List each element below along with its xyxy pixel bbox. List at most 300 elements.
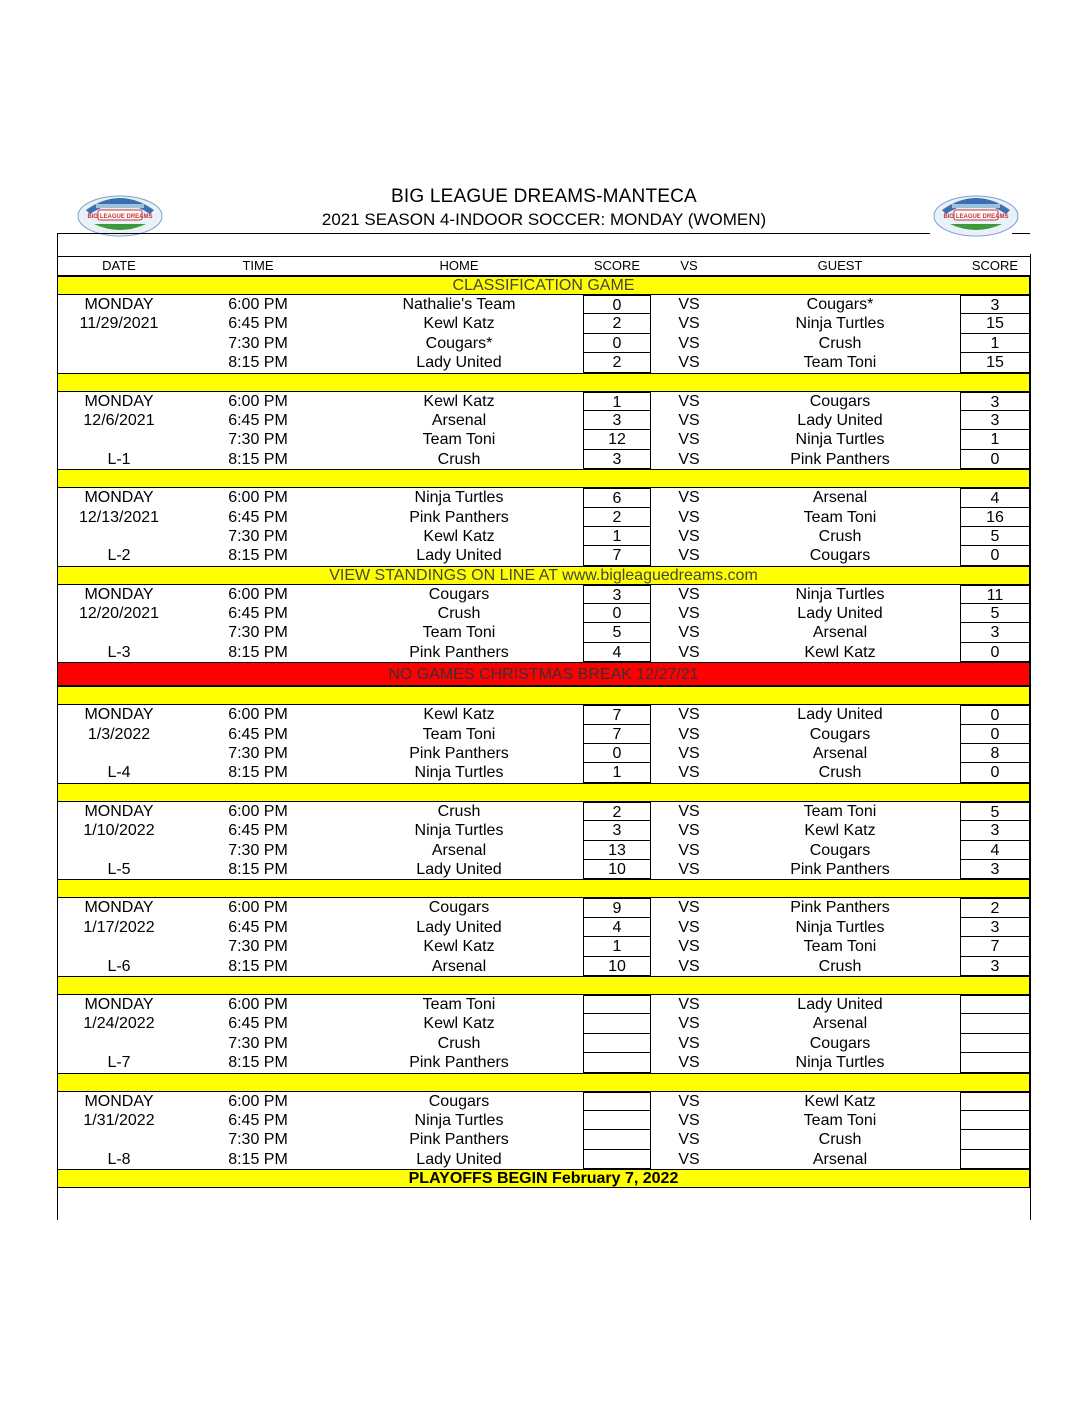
guest-team-cell: Crush [818, 527, 862, 545]
guest-team-cell: Ninja Turtles [795, 1054, 885, 1072]
guest-team-cell: Crush [818, 1131, 862, 1149]
date-cell: 1/10/2022 [83, 822, 155, 840]
guest-team-cell: Lady United [797, 411, 883, 429]
home-team-cell: Ninja Turtles [414, 489, 504, 507]
time-cell: 6:00 PM [228, 296, 288, 313]
home-team-cell: Kewl Katz [423, 1015, 495, 1033]
vs-cell: VS [678, 605, 700, 623]
sheet-right-border [1030, 254, 1031, 1220]
time-cell: 8:15 PM [228, 860, 288, 878]
date-cell: MONDAY [84, 585, 154, 603]
guest-score-cell: 3 [960, 411, 1030, 430]
playoffs-band: PLAYOFFS BEGIN February 7, 2022 [57, 1169, 1030, 1188]
time-cell: 7:30 PM [228, 527, 288, 545]
guest-score-cell: 0 [960, 546, 1030, 565]
vs-cell: VS [678, 296, 700, 313]
date-cell: MONDAY [84, 995, 154, 1013]
guest-team-cell: Cougars [809, 725, 871, 743]
time-cell: 7:30 PM [228, 1131, 288, 1149]
table-row [57, 995, 1030, 1014]
vs-cell: VS [678, 899, 700, 917]
table-row [57, 1014, 1030, 1033]
table-row [57, 411, 1030, 430]
date-cell: 1/17/2022 [83, 918, 155, 936]
table-row [57, 918, 1030, 937]
table-row [57, 705, 1030, 724]
table-row [57, 623, 1030, 642]
home-score-cell: 1 [583, 937, 651, 956]
home-score-cell [583, 1034, 651, 1053]
time-cell: 8:15 PM [228, 450, 288, 468]
time-cell: 6:45 PM [228, 918, 288, 936]
vs-cell: VS [678, 841, 700, 859]
home-team-cell: Lady United [416, 547, 502, 565]
table-header [57, 256, 1030, 276]
guest-team-cell: Cougars [809, 1034, 871, 1052]
date-cell: MONDAY [84, 489, 154, 507]
separator-band [57, 783, 1030, 802]
guest-score-cell: 4 [960, 488, 1030, 507]
table-row [57, 802, 1030, 821]
home-score-cell: 3 [583, 411, 651, 430]
guest-score-cell: 5 [960, 604, 1030, 623]
home-score-cell: 3 [583, 450, 651, 469]
home-score-cell: 0 [583, 334, 651, 353]
date-cell: L-1 [107, 450, 131, 468]
home-score-cell: 1 [583, 763, 651, 782]
table-row [57, 527, 1030, 546]
time-cell: 8:15 PM [228, 957, 288, 975]
standings-band: VIEW STANDINGS ON LINE AT www.bigleaguedreams.com [57, 566, 1030, 585]
home-score-cell: 4 [583, 643, 651, 662]
vs-cell: VS [678, 1150, 700, 1168]
guest-score-cell: 8 [960, 744, 1030, 763]
home-score-cell [583, 1014, 651, 1033]
vs-cell: VS [678, 431, 700, 449]
guest-team-cell: Lady United [797, 605, 883, 623]
guest-score-cell: 3 [960, 918, 1030, 937]
guest-team-cell: Arsenal [812, 1150, 868, 1168]
vs-cell: VS [678, 860, 700, 878]
guest-team-cell: Cougars* [806, 296, 874, 313]
guest-score-cell: 0 [960, 450, 1030, 469]
home-score-cell [583, 1053, 651, 1072]
time-cell: 8:15 PM [228, 1150, 288, 1168]
table-row [57, 1092, 1030, 1111]
separator-band [57, 976, 1030, 995]
home-score-cell [583, 1111, 651, 1130]
time-cell: 6:00 PM [228, 585, 288, 603]
home-score-cell: 7 [583, 725, 651, 744]
date-cell: MONDAY [84, 899, 154, 917]
guest-team-cell: Kewl Katz [804, 822, 876, 840]
guest-team-cell: Crush [818, 957, 862, 975]
vs-cell: VS [678, 450, 700, 468]
vs-cell: VS [678, 706, 700, 724]
week-block [57, 898, 1030, 976]
guest-score-cell: 5 [960, 527, 1030, 546]
date-cell: 1/3/2022 [87, 725, 151, 743]
table-row [57, 508, 1030, 527]
table-row [57, 353, 1030, 372]
svg-text:BIG LEAGUE DREAMS: BIG LEAGUE DREAMS [943, 214, 1009, 220]
separator-band [57, 686, 1030, 705]
vs-cell: VS [678, 1054, 700, 1072]
guest-team-cell: Team Toni [803, 1111, 877, 1129]
guest-score-cell: 0 [960, 725, 1030, 744]
separator-band [57, 469, 1030, 488]
table-row [57, 392, 1030, 411]
home-score-cell: 7 [583, 546, 651, 565]
vs-cell: VS [678, 1131, 700, 1149]
home-team-cell: Cougars* [425, 334, 493, 352]
col-home-score: SCORE [593, 258, 641, 273]
col-guest: GUEST [817, 258, 863, 273]
guest-score-cell [960, 1150, 1030, 1169]
vs-cell: VS [678, 334, 700, 352]
home-team-cell: Lady United [416, 1150, 502, 1168]
guest-score-cell: 2 [960, 898, 1030, 917]
guest-team-cell: Team Toni [803, 508, 877, 526]
guest-team-cell: Team Toni [803, 938, 877, 956]
time-cell: 6:00 PM [228, 995, 288, 1013]
home-team-cell: Kewl Katz [423, 392, 495, 410]
home-score-cell: 2 [583, 802, 651, 821]
time-cell: 6:00 PM [228, 802, 288, 820]
schedule-table [57, 256, 1030, 1188]
vs-cell: VS [678, 411, 700, 429]
time-cell: 6:45 PM [228, 605, 288, 623]
week-block [57, 392, 1030, 470]
home-team-cell: Pink Panthers [409, 508, 509, 526]
home-score-cell [583, 1130, 651, 1149]
home-team-cell: Pink Panthers [409, 1131, 509, 1149]
table-row [57, 1111, 1030, 1130]
home-team-cell: Cougars [428, 1092, 490, 1110]
guest-team-cell: Team Toni [803, 802, 877, 820]
home-team-cell: Cougars [428, 585, 490, 603]
guest-score-cell [960, 1130, 1030, 1149]
time-cell: 8:15 PM [228, 643, 288, 661]
vs-cell: VS [678, 547, 700, 565]
table-row [57, 643, 1030, 662]
page-subtitle: 2021 SEASON 4-INDOOR SOCCER: MONDAY (WOMEN) [321, 210, 767, 229]
date-cell: L-4 [107, 764, 131, 782]
vs-cell: VS [678, 1034, 700, 1052]
guest-score-cell: 5 [960, 802, 1030, 821]
vs-cell: VS [678, 957, 700, 975]
vs-cell: VS [678, 1015, 700, 1033]
table-row [57, 1130, 1030, 1149]
home-score-cell [583, 995, 651, 1014]
time-cell: 6:00 PM [228, 392, 288, 410]
guest-team-cell: Ninja Turtles [795, 431, 885, 449]
home-team-cell: Nathalie's Team [402, 296, 516, 313]
guest-score-cell [960, 1111, 1030, 1130]
home-score-cell: 2 [583, 508, 651, 527]
guest-team-cell: Crush [818, 764, 862, 782]
time-cell: 7:30 PM [228, 624, 288, 642]
col-date: DATE [102, 258, 136, 273]
vs-cell: VS [678, 938, 700, 956]
date-cell: L-6 [107, 957, 131, 975]
guest-team-cell: Kewl Katz [804, 1092, 876, 1110]
table-row [57, 725, 1030, 744]
guest-team-cell: Pink Panthers [790, 899, 890, 917]
svg-text:BIG LEAGUE DREAMS: BIG LEAGUE DREAMS [87, 214, 153, 220]
guest-score-cell: 3 [960, 295, 1030, 314]
guest-team-cell: Cougars [809, 547, 871, 565]
table-row [57, 763, 1030, 782]
guest-team-cell: Arsenal [812, 1015, 868, 1033]
table-row [57, 604, 1030, 623]
guest-team-cell: Pink Panthers [790, 450, 890, 468]
home-team-cell: Cougars [428, 899, 490, 917]
time-cell: 7:30 PM [228, 334, 288, 352]
guest-score-cell [960, 995, 1030, 1014]
guest-score-cell: 3 [960, 623, 1030, 642]
time-cell: 8:15 PM [228, 354, 288, 372]
separator-band [57, 373, 1030, 392]
home-score-cell [583, 1092, 651, 1111]
home-score-cell: 2 [583, 353, 651, 372]
guest-score-cell: 1 [960, 334, 1030, 353]
guest-team-cell: Lady United [797, 706, 883, 724]
guest-score-cell: 15 [960, 353, 1030, 372]
home-score-cell: 10 [583, 860, 651, 879]
guest-score-cell [960, 1014, 1030, 1033]
home-score-cell: 3 [583, 585, 651, 604]
guest-score-cell: 3 [960, 392, 1030, 411]
date-cell: L-7 [107, 1054, 131, 1072]
home-team-cell: Lady United [416, 860, 502, 878]
time-cell: 7:30 PM [228, 938, 288, 956]
table-row [57, 585, 1030, 604]
home-score-cell: 6 [583, 488, 651, 507]
col-home: HOME [439, 258, 479, 273]
guest-score-cell [960, 1034, 1030, 1053]
time-cell: 6:00 PM [228, 706, 288, 724]
table-row [57, 295, 1030, 314]
home-team-cell: Crush [437, 450, 481, 468]
home-team-cell: Ninja Turtles [414, 822, 504, 840]
week-block [57, 995, 1030, 1073]
date-cell: 12/13/2021 [78, 508, 160, 526]
time-cell: 7:30 PM [228, 745, 288, 763]
week-block [57, 585, 1030, 663]
date-cell: L-2 [107, 547, 131, 565]
separator-band [57, 1073, 1030, 1092]
guest-team-cell: Arsenal [812, 745, 868, 763]
vs-cell: VS [678, 643, 700, 661]
table-row [57, 821, 1030, 840]
home-score-cell: 9 [583, 898, 651, 917]
guest-score-cell: 3 [960, 860, 1030, 879]
time-cell: 6:00 PM [228, 1092, 288, 1110]
guest-team-cell: Crush [818, 334, 862, 352]
time-cell: 6:00 PM [228, 899, 288, 917]
title-rule-right [1012, 233, 1030, 234]
table-row [57, 860, 1030, 879]
time-cell: 6:45 PM [228, 1015, 288, 1033]
guest-team-cell: Arsenal [812, 624, 868, 642]
date-cell: L-8 [107, 1150, 131, 1168]
table-row [57, 546, 1030, 565]
guest-score-cell: 11 [960, 585, 1030, 604]
date-cell: L-3 [107, 643, 131, 661]
time-cell: 6:45 PM [228, 1111, 288, 1129]
home-score-cell: 0 [583, 744, 651, 763]
time-cell: 6:45 PM [228, 508, 288, 526]
vs-cell: VS [678, 624, 700, 642]
week-block [57, 295, 1030, 373]
home-score-cell [583, 1150, 651, 1169]
home-team-cell: Crush [437, 802, 481, 820]
guest-score-cell: 0 [960, 705, 1030, 724]
title-rule [57, 233, 930, 234]
time-cell: 8:15 PM [228, 547, 288, 565]
guest-score-cell: 0 [960, 643, 1030, 662]
vs-cell: VS [678, 822, 700, 840]
guest-score-cell: 16 [960, 508, 1030, 527]
time-cell: 7:30 PM [228, 431, 288, 449]
col-vs: VS [680, 258, 698, 273]
home-score-cell: 10 [583, 957, 651, 976]
home-team-cell: Ninja Turtles [414, 1111, 504, 1129]
christmas-break-band: NO GAMES CHRISTMAS BREAK 12/27/21 [57, 662, 1030, 686]
time-cell: 6:00 PM [228, 489, 288, 507]
week-block [57, 802, 1030, 880]
guest-team-cell: Team Toni [803, 354, 877, 372]
classification-band: CLASSIFICATION GAME [57, 276, 1030, 295]
home-team-cell: Ninja Turtles [414, 764, 504, 782]
date-cell: MONDAY [84, 1092, 154, 1110]
time-cell: 7:30 PM [228, 1034, 288, 1052]
guest-team-cell: Kewl Katz [804, 643, 876, 661]
date-cell: 11/29/2021 [79, 315, 159, 333]
table-row [57, 744, 1030, 763]
home-team-cell: Kewl Katz [423, 315, 495, 333]
vs-cell: VS [678, 315, 700, 333]
home-team-cell: Kewl Katz [423, 527, 495, 545]
table-row [57, 488, 1030, 507]
home-team-cell: Arsenal [431, 411, 487, 429]
home-team-cell: Lady United [416, 354, 502, 372]
guest-score-cell: 7 [960, 937, 1030, 956]
vs-cell: VS [678, 354, 700, 372]
week-block [57, 705, 1030, 783]
table-row [57, 1034, 1030, 1053]
guest-team-cell: Arsenal [812, 489, 868, 507]
date-cell: MONDAY [84, 802, 154, 820]
home-score-cell: 1 [583, 392, 651, 411]
guest-team-cell: Pink Panthers [790, 860, 890, 878]
home-team-cell: Team Toni [422, 431, 496, 449]
home-team-cell: Crush [437, 605, 481, 623]
vs-cell: VS [678, 489, 700, 507]
guest-score-cell: 3 [960, 957, 1030, 976]
table-row [57, 1053, 1030, 1072]
vs-cell: VS [678, 725, 700, 743]
home-team-cell: Team Toni [422, 624, 496, 642]
home-team-cell: Team Toni [422, 995, 496, 1013]
home-team-cell: Lady United [416, 918, 502, 936]
table-row [57, 1150, 1030, 1169]
date-cell: MONDAY [84, 706, 154, 724]
col-guest-score: SCORE [971, 258, 1019, 273]
home-score-cell: 4 [583, 918, 651, 937]
week-block [57, 1092, 1030, 1170]
guest-team-cell: Ninja Turtles [795, 315, 885, 333]
vs-cell: VS [678, 527, 700, 545]
guest-score-cell: 4 [960, 841, 1030, 860]
home-team-cell: Arsenal [431, 957, 487, 975]
home-team-cell: Pink Panthers [409, 745, 509, 763]
home-team-cell: Kewl Katz [423, 706, 495, 724]
home-score-cell: 0 [583, 604, 651, 623]
guest-team-cell: Ninja Turtles [795, 918, 885, 936]
date-cell: MONDAY [84, 296, 154, 313]
vs-cell: VS [678, 918, 700, 936]
home-score-cell: 5 [583, 623, 651, 642]
home-score-cell: 2 [583, 314, 651, 333]
vs-cell: VS [678, 1092, 700, 1110]
home-team-cell: Team Toni [422, 725, 496, 743]
table-row [57, 334, 1030, 353]
guest-score-cell: 3 [960, 821, 1030, 840]
vs-cell: VS [678, 995, 700, 1013]
home-team-cell: Crush [437, 1034, 481, 1052]
home-score-cell: 7 [583, 705, 651, 724]
home-score-cell: 3 [583, 821, 651, 840]
guest-team-cell: Cougars [809, 392, 871, 410]
time-cell: 7:30 PM [228, 841, 288, 859]
time-cell: 6:45 PM [228, 725, 288, 743]
vs-cell: VS [678, 585, 700, 603]
home-team-cell: Pink Panthers [409, 1054, 509, 1072]
time-cell: 6:45 PM [228, 822, 288, 840]
page-title: BIG LEAGUE DREAMS-MANTECA [391, 186, 697, 207]
vs-cell: VS [678, 764, 700, 782]
home-team-cell: Arsenal [431, 841, 487, 859]
vs-cell: VS [678, 392, 700, 410]
guest-team-cell: Ninja Turtles [795, 585, 885, 603]
guest-score-cell: 15 [960, 314, 1030, 333]
time-cell: 6:45 PM [228, 315, 288, 333]
home-score-cell: 1 [583, 527, 651, 546]
date-cell: 1/31/2022 [83, 1111, 155, 1129]
table-row [57, 841, 1030, 860]
time-cell: 6:45 PM [228, 411, 288, 429]
vs-cell: VS [678, 1111, 700, 1129]
vs-cell: VS [678, 745, 700, 763]
table-row [57, 937, 1030, 956]
date-cell: 12/6/2021 [83, 411, 155, 429]
vs-cell: VS [678, 508, 700, 526]
week-block [57, 488, 1030, 566]
home-team-cell: Kewl Katz [423, 938, 495, 956]
time-cell: 8:15 PM [228, 1054, 288, 1072]
table-row [57, 898, 1030, 917]
guest-score-cell [960, 1092, 1030, 1111]
table-row [57, 314, 1030, 333]
guest-score-cell: 1 [960, 430, 1030, 449]
vs-cell: VS [678, 802, 700, 820]
date-cell: L-5 [107, 860, 131, 878]
table-row [57, 450, 1030, 469]
table-row [57, 957, 1030, 976]
home-team-cell: Pink Panthers [409, 643, 509, 661]
